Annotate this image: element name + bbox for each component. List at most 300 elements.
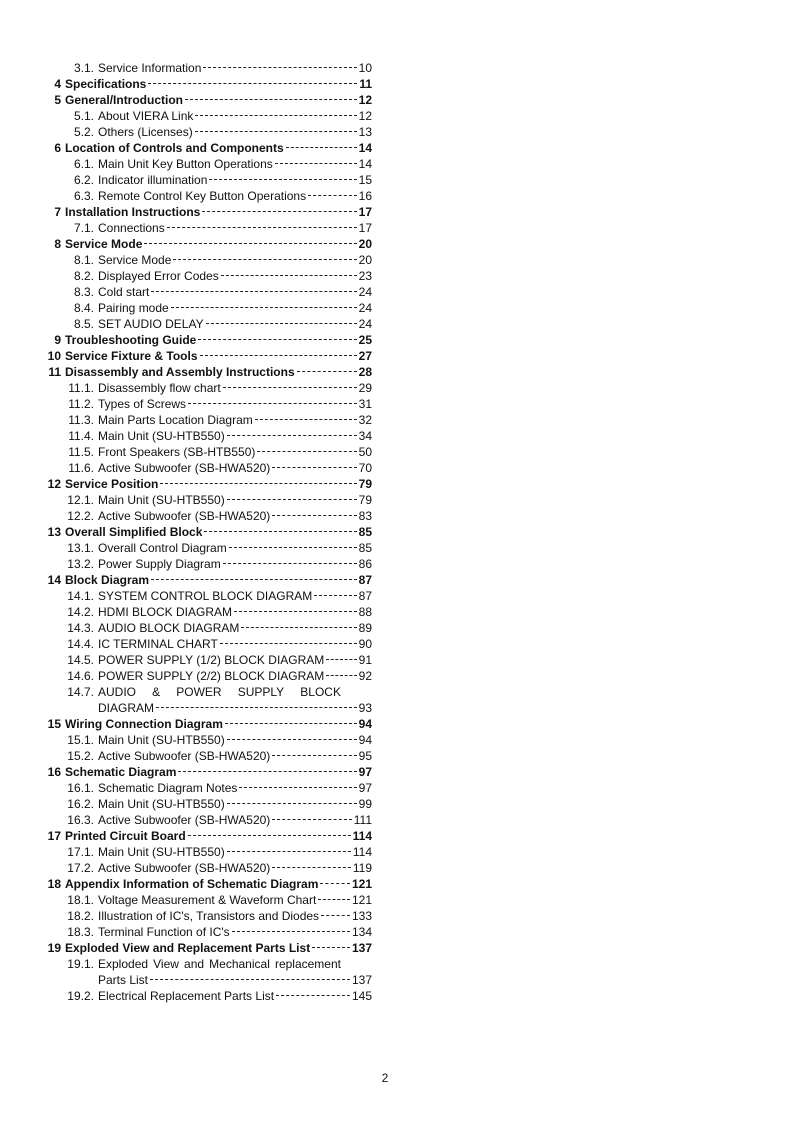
- toc-section[interactable]: [45, 188, 372, 204]
- toc-entry-number: 8.1.: [73, 253, 94, 267]
- toc-entry-title: Terminal Function of IC's: [98, 925, 230, 939]
- toc-entry-title: Main Unit (SU-HTB550): [98, 733, 225, 747]
- toc-entry-title: Active Subwoofer (SB-HWA520): [98, 749, 271, 763]
- toc-section[interactable]: [45, 124, 372, 140]
- toc-leader: [321, 915, 350, 916]
- toc-section[interactable]: [45, 300, 372, 316]
- toc-section[interactable]: [45, 460, 372, 476]
- toc-entry-title: AUDIO BLOCK DIAGRAM: [98, 621, 240, 635]
- toc-section[interactable]: [45, 60, 372, 76]
- toc-entry-title: Main Parts Location Diagram: [98, 413, 253, 427]
- toc-leader: [232, 931, 350, 932]
- toc-entry-title: Installation Instructions: [65, 205, 201, 219]
- toc-chapter[interactable]: [45, 764, 372, 780]
- toc-leader: [234, 611, 357, 612]
- table-of-contents: [45, 60, 372, 1004]
- toc-leader: [227, 803, 357, 804]
- toc-leader: [314, 595, 356, 596]
- toc-chapter[interactable]: [45, 204, 372, 220]
- toc-chapter[interactable]: [45, 332, 372, 348]
- toc-entry-title: Main Unit (SU-HTB550): [98, 845, 225, 859]
- toc-entry-number: 14.4.: [67, 637, 94, 651]
- toc-entry-title: Electrical Replacement Parts List: [98, 989, 275, 1003]
- toc-entry-continuation[interactable]: [45, 972, 372, 988]
- toc-entry-title: POWER SUPPLY (2/2) BLOCK DIAGRAM: [98, 669, 325, 683]
- toc-section[interactable]: [45, 172, 372, 188]
- toc-entry-page: 29: [358, 381, 372, 395]
- toc-entry-number: 8: [54, 237, 61, 251]
- toc-entry-page: 83: [358, 509, 372, 523]
- toc-entry-number: 7.1.: [73, 221, 94, 235]
- toc-entry-title: Main Unit (SU-HTB550): [98, 493, 225, 507]
- toc-entry-number: 14.5.: [67, 653, 94, 667]
- toc-entry-number: 12.2.: [67, 509, 94, 523]
- toc-entry-continuation[interactable]: [45, 700, 372, 716]
- toc-entry-title: Active Subwoofer (SB-HWA520): [98, 813, 271, 827]
- toc-leader: [223, 387, 357, 388]
- toc-entry-title: Specifications: [65, 77, 147, 91]
- toc-section[interactable]: [45, 220, 372, 236]
- toc-entry-page: 20: [358, 237, 372, 251]
- toc-leader: [220, 643, 357, 644]
- toc-entry-page: 85: [358, 525, 372, 539]
- toc-chapter[interactable]: [45, 828, 372, 844]
- toc-entry-title: Remote Control Key Button Operations: [98, 189, 307, 203]
- toc-section[interactable]: [45, 844, 372, 860]
- toc-chapter[interactable]: [45, 364, 372, 380]
- toc-entry-number: 12: [47, 477, 61, 491]
- toc-leader: [286, 147, 357, 148]
- toc-leader: [198, 339, 356, 340]
- toc-chapter[interactable]: [45, 92, 372, 108]
- toc-entry-title: Main Unit (SU-HTB550): [98, 429, 225, 443]
- toc-leader: [195, 131, 357, 132]
- toc-leader: [227, 435, 357, 436]
- toc-leader: [202, 211, 356, 212]
- toc-entry-page: 28: [358, 365, 372, 379]
- toc-entry-page: 79: [358, 493, 372, 507]
- toc-entry-page: 27: [358, 349, 372, 363]
- toc-entry-page: 86: [358, 557, 372, 571]
- toc-entry-number: 5: [54, 93, 61, 107]
- toc-section[interactable]: [45, 252, 372, 268]
- toc-entry-number: 16.2.: [67, 797, 94, 811]
- toc-section[interactable]: [45, 556, 372, 572]
- toc-entry-page: 111: [353, 813, 372, 827]
- toc-entry-number: 17: [47, 829, 61, 843]
- toc-entry-title: Service Fixture & Tools: [65, 349, 198, 363]
- toc-entry-title: Service Mode: [65, 237, 143, 251]
- toc-entry-number: 19.1.: [67, 957, 94, 971]
- toc-entry-title: Displayed Error Codes: [98, 269, 219, 283]
- toc-section[interactable]: [45, 540, 372, 556]
- toc-entry-page: 92: [358, 669, 372, 683]
- toc-entry-title: Parts List: [98, 973, 149, 987]
- toc-leader: [150, 979, 350, 980]
- toc-entry-number: 19: [47, 941, 61, 955]
- toc-entry-number: 16: [47, 765, 61, 779]
- toc-entry-number: 8.4.: [73, 301, 94, 315]
- toc-leader: [272, 819, 351, 820]
- toc-entry-page: 88: [358, 605, 372, 619]
- toc-leader: [241, 627, 356, 628]
- toc-entry-page: 20: [358, 253, 372, 267]
- toc-entry-page: 16: [358, 189, 372, 203]
- toc-section[interactable]: [45, 812, 372, 828]
- toc-entry-number: 16.1.: [67, 781, 94, 795]
- toc-entry-page: 24: [358, 317, 372, 331]
- toc-entry-title: [98, 684, 341, 700]
- toc-entry-title: Disassembly and Assembly Instructions: [65, 365, 295, 379]
- toc-entry-title: Block Diagram: [65, 573, 150, 587]
- toc-entry-title: Wiring Connection Diagram: [65, 717, 223, 731]
- toc-leader: [221, 275, 357, 276]
- toc-entry-word: and: [184, 957, 205, 971]
- toc-section[interactable]: [45, 780, 372, 796]
- toc-leader: [204, 531, 356, 532]
- toc-leader: [185, 99, 357, 100]
- toc-entry-number: 6.2.: [73, 173, 94, 187]
- toc-section[interactable]: [45, 908, 372, 924]
- toc-entry-title: Indicator illumination: [98, 173, 208, 187]
- toc-entry-page: 119: [352, 861, 372, 875]
- toc-leader: [272, 515, 356, 516]
- toc-entry-page: 94: [358, 717, 372, 731]
- toc-entry-number: 16.3.: [67, 813, 94, 827]
- toc-entry-page: 145: [351, 989, 372, 1003]
- toc-section[interactable]: [45, 732, 372, 748]
- toc-section[interactable]: [45, 668, 372, 684]
- toc-leader: [227, 739, 357, 740]
- toc-entry-title: POWER SUPPLY (1/2) BLOCK DIAGRAM: [98, 653, 325, 667]
- toc-entry-word: POWER: [176, 685, 222, 699]
- toc-entry-number: 11.3.: [68, 413, 94, 427]
- toc-entry-number: 7: [54, 205, 61, 219]
- toc-leader: [326, 675, 356, 676]
- toc-chapter[interactable]: [45, 876, 372, 892]
- toc-entry-title: IC TERMINAL CHART: [98, 637, 218, 651]
- toc-leader: [148, 83, 357, 84]
- toc-entry-title: Main Unit (SU-HTB550): [98, 797, 225, 811]
- toc-chapter[interactable]: [45, 572, 372, 588]
- toc-entry-number: 14.7.: [67, 685, 94, 699]
- toc-entry-page: 50: [358, 445, 372, 459]
- toc-entry-word: View: [153, 957, 179, 971]
- toc-leader: [188, 835, 351, 836]
- toc-entry-title: Active Subwoofer (SB-HWA520): [98, 461, 271, 475]
- toc-entry-number: 17.1.: [67, 845, 94, 859]
- toc-entry-title: Active Subwoofer (SB-HWA520): [98, 861, 271, 875]
- toc-entry-title: Service Information: [98, 61, 202, 75]
- toc-entry-title: Front Speakers (SB-HTB550): [98, 445, 256, 459]
- toc-entry-page: 10: [358, 61, 372, 75]
- toc-entry-number: 15.1.: [67, 733, 94, 747]
- toc-entry-title: HDMI BLOCK DIAGRAM: [98, 605, 233, 619]
- toc-entry-number: 9: [54, 333, 61, 347]
- toc-section[interactable]: [45, 588, 372, 604]
- toc-entry-page: 90: [358, 637, 372, 651]
- toc-entry-number: 18.1.: [67, 893, 94, 907]
- toc-entry-number: 10: [47, 349, 61, 363]
- toc-section[interactable]: [45, 988, 372, 1004]
- toc-entry[interactable]: [45, 956, 372, 972]
- toc-entry-number: 11: [48, 365, 61, 379]
- toc-leader: [171, 307, 357, 308]
- toc-entry-number: 14.6.: [67, 669, 94, 683]
- toc-entry-number: 11.4.: [68, 429, 94, 443]
- toc-section[interactable]: [45, 108, 372, 124]
- toc-entry-word: &: [152, 685, 161, 699]
- toc-entry-page: 133: [351, 909, 372, 923]
- toc-entry-title: Connections: [98, 221, 165, 235]
- toc-leader: [227, 499, 357, 500]
- toc-section[interactable]: [45, 156, 372, 172]
- toc-entry-word: SUPPLY: [237, 685, 285, 699]
- toc-entry-page: 24: [358, 301, 372, 315]
- toc-leader: [144, 243, 356, 244]
- toc-entry-number: 15.2.: [67, 749, 94, 763]
- toc-section[interactable]: [45, 924, 372, 940]
- toc-entry-title: Disassembly flow chart: [98, 381, 221, 395]
- toc-entry-page: 14: [358, 157, 372, 171]
- toc-entry-page: 25: [358, 333, 372, 347]
- toc-entry-title: Types of Screws: [98, 397, 187, 411]
- toc-entry-number: 14.3.: [67, 621, 94, 635]
- toc-leader: [297, 371, 357, 372]
- toc-section[interactable]: [45, 604, 372, 620]
- toc-leader: [225, 723, 357, 724]
- toc-entry-page: 137: [351, 941, 372, 955]
- toc-entry-page: 95: [358, 749, 372, 763]
- toc-chapter[interactable]: [45, 476, 372, 492]
- toc-chapter[interactable]: [45, 348, 372, 364]
- toc-entry-title: Active Subwoofer (SB-HWA520): [98, 509, 271, 523]
- toc-entry-title: Cold start: [98, 285, 150, 299]
- toc-section[interactable]: [45, 636, 372, 652]
- toc-entry-page: 70: [358, 461, 372, 475]
- toc-entry-page: 24: [358, 285, 372, 299]
- toc-entry-number: 8.3.: [73, 285, 94, 299]
- toc-section[interactable]: [45, 268, 372, 284]
- toc-entry-page: 85: [358, 541, 372, 555]
- toc-leader: [272, 467, 356, 468]
- toc-entry-page: 32: [358, 413, 372, 427]
- toc-entry-title: Printed Circuit Board: [65, 829, 186, 843]
- toc-chapter[interactable]: [45, 716, 372, 732]
- toc-leader: [206, 323, 357, 324]
- toc-entry-page: 17: [358, 221, 372, 235]
- toc-entry-number: 19.2.: [67, 989, 94, 1003]
- toc-section[interactable]: [45, 428, 372, 444]
- toc-leader: [257, 451, 356, 452]
- toc-entry-number: 14.2.: [67, 605, 94, 619]
- toc-entry-page: 137: [351, 973, 372, 987]
- toc-entry-page: 23: [358, 269, 372, 283]
- toc-entry-title: Overall Simplified Block: [65, 525, 203, 539]
- toc-entry[interactable]: [45, 684, 372, 700]
- toc-entry-title: Power Supply Diagram: [98, 557, 221, 571]
- toc-entry-word: Exploded: [98, 957, 149, 971]
- toc-leader: [272, 867, 351, 868]
- toc-entry-title: Overall Control Diagram: [98, 541, 227, 555]
- toc-entry-number: 6.1.: [73, 157, 94, 171]
- toc-section[interactable]: [45, 892, 372, 908]
- toc-entry-page: 91: [358, 653, 372, 667]
- toc-entry-word: replacement: [274, 957, 341, 971]
- toc-entry-page: 15: [358, 173, 372, 187]
- toc-section[interactable]: [45, 316, 372, 332]
- toc-entry-number: 12.1.: [67, 493, 94, 507]
- toc-leader: [229, 547, 357, 548]
- toc-leader: [160, 483, 356, 484]
- toc-entry-number: 8.2.: [73, 269, 94, 283]
- toc-section[interactable]: [45, 284, 372, 300]
- toc-leader: [320, 883, 350, 884]
- toc-entry-title: Voltage Measurement & Waveform Chart: [98, 893, 317, 907]
- toc-entry-page: 12: [358, 93, 372, 107]
- toc-section[interactable]: [45, 444, 372, 460]
- toc-entry-number: 11.2.: [68, 397, 94, 411]
- toc-leader: [308, 195, 357, 196]
- toc-entry-title: About VIERA Link: [98, 109, 194, 123]
- toc-entry-page: 114: [352, 829, 372, 843]
- toc-entry-page: 34: [358, 429, 372, 443]
- toc-chapter[interactable]: [45, 236, 372, 252]
- toc-leader: [227, 851, 351, 852]
- toc-leader: [203, 67, 356, 68]
- toc-leader: [276, 995, 350, 996]
- toc-entry-page: 11: [359, 77, 372, 91]
- toc-entry-title: Main Unit Key Button Operations: [98, 157, 273, 171]
- toc-leader: [318, 899, 350, 900]
- toc-entry-page: 89: [358, 621, 372, 635]
- toc-entry-page: 97: [358, 765, 372, 779]
- toc-entry-number: 11.5.: [68, 445, 94, 459]
- toc-entry-title: Schematic Diagram: [65, 765, 177, 779]
- toc-entry-number: 8.5.: [73, 317, 94, 331]
- toc-entry-title: DIAGRAM: [98, 701, 155, 715]
- toc-entry-page: 17: [358, 205, 372, 219]
- toc-section[interactable]: [45, 396, 372, 412]
- toc-entry-number: 18: [47, 877, 61, 891]
- toc-entry-page: 121: [351, 893, 372, 907]
- toc-entry-page: 134: [351, 925, 372, 939]
- toc-entry-title: Others (Licenses): [98, 125, 193, 139]
- toc-entry-title: Troubleshooting Guide: [65, 333, 197, 347]
- toc-entry-number: 13.1.: [67, 541, 94, 555]
- toc-section[interactable]: [45, 652, 372, 668]
- toc-entry-number: 4: [54, 77, 61, 91]
- toc-section[interactable]: [45, 748, 372, 764]
- toc-entry-title: Illustration of IC's, Transistors and Diodes: [98, 909, 320, 923]
- toc-entry-page: 31: [358, 397, 372, 411]
- toc-entry-number: 11.6.: [68, 461, 94, 475]
- toc-entry-number: 13: [47, 525, 61, 539]
- toc-leader: [178, 771, 356, 772]
- toc-entry-number: 6.3.: [73, 189, 94, 203]
- toc-entry-number: 13.2.: [67, 557, 94, 571]
- toc-section[interactable]: [45, 860, 372, 876]
- toc-entry-page: 97: [358, 781, 372, 795]
- toc-entry-title: Appendix Information of Schematic Diagram: [65, 877, 319, 891]
- toc-leader: [255, 419, 357, 420]
- toc-leader: [275, 163, 357, 164]
- toc-section[interactable]: [45, 620, 372, 636]
- toc-entry-page: 99: [358, 797, 372, 811]
- toc-entry-title: Exploded View and Replacement Parts List: [65, 941, 311, 955]
- toc-leader: [272, 755, 356, 756]
- toc-entry-page: 12: [358, 109, 372, 123]
- toc-chapter[interactable]: [45, 524, 372, 540]
- toc-entry-title: Schematic Diagram Notes: [98, 781, 238, 795]
- toc-entry-number: 14.1.: [67, 589, 94, 603]
- toc-entry-word: BLOCK: [300, 685, 341, 699]
- toc-leader: [200, 355, 357, 356]
- toc-entry-page: 94: [358, 733, 372, 747]
- toc-entry-title: General/Introduction: [65, 93, 184, 107]
- toc-entry-number: 5.1.: [73, 109, 94, 123]
- toc-leader: [167, 227, 357, 228]
- toc-entry-number: 5.2.: [73, 125, 94, 139]
- toc-leader: [156, 707, 357, 708]
- toc-section[interactable]: [45, 492, 372, 508]
- toc-entry-number: 18.3.: [67, 925, 94, 939]
- toc-leader: [209, 179, 356, 180]
- toc-section[interactable]: [45, 380, 372, 396]
- toc-entry-number: 14: [47, 573, 61, 587]
- toc-leader: [173, 259, 356, 260]
- toc-chapter[interactable]: [45, 140, 372, 156]
- toc-leader: [239, 787, 356, 788]
- toc-leader: [151, 291, 356, 292]
- toc-entry-word: Mechanical: [209, 957, 270, 971]
- toc-section[interactable]: [45, 412, 372, 428]
- toc-entry-page: 114: [352, 845, 372, 859]
- toc-entry-page: 87: [358, 573, 372, 587]
- toc-entry-title: Location of Controls and Components: [65, 141, 284, 155]
- toc-leader: [312, 947, 350, 948]
- toc-leader: [223, 563, 357, 564]
- toc-entry-number: 17.2.: [67, 861, 94, 875]
- toc-entry-number: 3.1.: [73, 61, 94, 75]
- toc-entry-title: SET AUDIO DELAY: [98, 317, 204, 331]
- toc-entry-title: Pairing mode: [98, 301, 169, 315]
- toc-entry-page: 93: [358, 701, 372, 715]
- toc-entry-page: 121: [351, 877, 372, 891]
- toc-leader: [151, 579, 357, 580]
- toc-entry-number: 15: [47, 717, 61, 731]
- toc-entry-word: AUDIO: [98, 685, 137, 699]
- toc-entry-page: 79: [358, 477, 372, 491]
- toc-entry-title: Service Mode: [98, 253, 172, 267]
- toc-section[interactable]: [45, 796, 372, 812]
- toc-entry-title: SYSTEM CONTROL BLOCK DIAGRAM: [98, 589, 313, 603]
- toc-leader: [326, 659, 356, 660]
- page-number: 2: [381, 1071, 389, 1085]
- toc-entry-number: 18.2.: [67, 909, 94, 923]
- toc-entry-title: [98, 956, 341, 972]
- toc-section[interactable]: [45, 508, 372, 524]
- toc-leader: [195, 115, 356, 116]
- toc-entry-number: 6: [54, 141, 61, 155]
- toc-entry-number: 11.1.: [68, 381, 94, 395]
- toc-entry-page: 87: [358, 589, 372, 603]
- toc-entry-page: 13: [358, 125, 372, 139]
- toc-chapter[interactable]: [45, 76, 372, 92]
- toc-chapter[interactable]: [45, 940, 372, 956]
- toc-entry-title: Service Position: [65, 477, 159, 491]
- toc-entry-page: 14: [358, 141, 372, 155]
